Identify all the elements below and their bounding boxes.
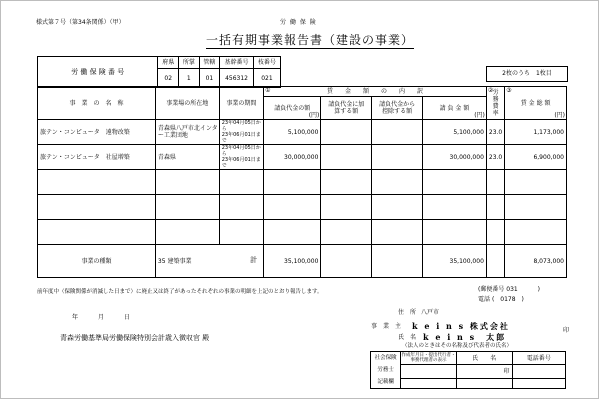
col-contract-total <box>423 97 487 120</box>
phone-value: ( 0178 ) <box>491 296 524 303</box>
company-name: k e i n s 株式会社 <box>412 321 510 331</box>
summary-wage: 8,073,000 <box>505 245 567 278</box>
circle-three: ③ <box>506 87 512 94</box>
form-title: 一括有期事業報告書（建設の事業） <box>206 33 415 47</box>
phone-line <box>478 296 524 303</box>
type-value: 35 建築事業 <box>157 257 192 265</box>
row-total: 30,000,000 <box>423 145 487 170</box>
form-number: 様式第７号（第34条関係）（甲） <box>36 19 125 26</box>
value-branch-number: 021 <box>253 69 280 88</box>
unit-yen-total: (円) <box>474 112 485 119</box>
col-contract <box>264 97 321 120</box>
table-row-empty <box>38 195 567 220</box>
row-ratio: 23.0 <box>486 120 504 145</box>
postal-label: (郵便番号 <box>478 286 505 293</box>
contract-header: 請負代金の額 <box>274 104 311 112</box>
header-branch-number: 枝番号 <box>253 57 280 69</box>
col-minus <box>372 97 423 120</box>
address-label: 住 所 <box>398 309 417 316</box>
agent-seal: 印 <box>503 368 510 375</box>
table-row-empty <box>38 170 567 195</box>
col-project-name <box>38 87 156 120</box>
col-plus <box>321 97 372 120</box>
labor-ratio-header: 労務費率 <box>492 89 499 117</box>
unit-yen-contract: (円) <box>308 112 320 119</box>
col-labor-ratio <box>486 87 504 120</box>
plus-header: 請負代金に加算する額 <box>328 101 365 115</box>
wage-total-header: 賃 金 総 額 <box>520 99 551 107</box>
row-period-from: 23年04月05日から <box>221 120 261 132</box>
type-value-cell <box>155 245 263 278</box>
value-prefecture: 02 <box>158 69 179 88</box>
agent-header-1: 作成年月日・提出代行者・事務代理者の表示 <box>401 353 456 363</box>
row-ratio: 23.0 <box>486 145 504 170</box>
date-year: 年 <box>72 314 79 321</box>
row-period <box>219 120 263 145</box>
header-office: 管轄 <box>199 57 220 69</box>
agent-cell-extra3 <box>512 379 566 389</box>
table-row-empty <box>38 220 567 245</box>
agent-side-label <box>371 352 401 389</box>
corporate-note: （法人のときはその名称及び代表者の氏名） <box>402 343 513 349</box>
circle-two: ② <box>487 87 494 94</box>
date-month: 月 <box>97 314 104 321</box>
summary-row <box>38 245 567 278</box>
seal-mark: 印 <box>563 327 570 334</box>
period-header: 事業の期間 <box>226 99 257 107</box>
sheet-count-box <box>486 66 568 82</box>
main-table <box>37 86 567 278</box>
agent-cell-date <box>401 365 457 379</box>
contract-total-header: 請 負 金 額 <box>439 104 470 112</box>
minus-header: 請負代金から控除する額 <box>379 101 416 115</box>
agent-side-label-3: 記載欄 <box>377 379 394 385</box>
value-office: 01 <box>199 69 220 88</box>
row-project-name: 旅テン・コンピュータ 社屋増築 <box>38 145 156 170</box>
postal-line <box>478 286 540 293</box>
row-wage: 1,173,000 <box>505 120 567 145</box>
owner-name: k e i n s 太郎 <box>423 332 507 342</box>
row-minus <box>372 120 423 145</box>
value-base-number: 456312 <box>220 69 254 88</box>
row-project-name: 旅テン・コンピュータ 遠物改築 <box>38 120 156 145</box>
value-jurisdiction: 1 <box>179 69 200 88</box>
row-contract: 5,100,000 <box>264 120 321 145</box>
phone-label: 電話 <box>478 296 491 303</box>
agent-table <box>370 351 566 389</box>
agent-header-2: 氏 名 <box>456 352 512 365</box>
agent-cell-phone <box>512 365 566 379</box>
address-value: 八戸市 <box>420 309 439 316</box>
row-period <box>219 145 263 170</box>
row-plus <box>321 145 372 170</box>
insurance-number-label: 労 働 保 険 番 号 <box>38 57 158 88</box>
summary-total: 35,100,000 <box>423 245 487 278</box>
owner-label: 事 業 主 <box>371 323 402 330</box>
col-location <box>155 87 219 120</box>
row-wage: 6,900,000 <box>505 145 567 170</box>
agent-cell-name <box>456 365 512 379</box>
header-jurisdiction: 所掌 <box>179 57 200 69</box>
row-plus <box>321 120 372 145</box>
agent-cell-extra2 <box>456 379 512 389</box>
date-line <box>72 314 130 321</box>
insurance-number-table <box>37 56 281 88</box>
date-day: 日 <box>123 314 130 321</box>
circle-one: ① <box>265 87 271 94</box>
wage-breakdown-header: 賃 金 額 の 内 訳 <box>326 88 423 95</box>
row-total: 5,100,000 <box>423 120 487 145</box>
table-row <box>38 145 567 170</box>
header-base-number: 基幹番号 <box>220 57 254 69</box>
agent-cell-extra1 <box>401 379 457 389</box>
agent-side-label-2: 労務士 <box>377 367 394 373</box>
type-label: 事業の種類 <box>38 245 156 278</box>
project-name-header: 事 業 の 名 称 <box>69 99 124 107</box>
address-line <box>398 309 439 316</box>
addressee: 青森労働基準局労働保険特別会計歳入徴収官 殿 <box>60 334 210 342</box>
col-period <box>219 87 263 120</box>
form-category: 労 働 保 険 <box>280 19 317 26</box>
name-label: 氏 名 <box>398 334 417 341</box>
row-period-from: 23年04月05日から <box>221 145 261 157</box>
table-row <box>38 120 567 145</box>
row-location: 青森県 <box>155 145 219 170</box>
location-header: 事業場の所在地 <box>166 99 209 107</box>
header-prefecture: 府県 <box>158 57 179 69</box>
row-period-to: 23年06月01日まで <box>221 132 261 144</box>
row-contract: 30,000,000 <box>264 145 321 170</box>
sheet-count: 2枚のうち 1枚目 <box>502 70 552 77</box>
row-location: 青森県八戸市北インター工業団地 <box>155 120 219 145</box>
row-period-to: 23年06月01日まで <box>221 157 261 169</box>
declaration-text: 前年度中（保険関係が消滅した日まで）に廃止又は終了があったそれぞれの事業の明細を上記のとおり報告します。 <box>37 289 323 295</box>
agent-header-3: 電話番号 <box>512 352 566 365</box>
postal-code: 031 <box>506 286 518 293</box>
unit-yen-wage: (円) <box>554 112 565 119</box>
row-minus <box>372 145 423 170</box>
summary-contract: 35,100,000 <box>264 245 321 278</box>
wage-breakdown-header-cell <box>264 87 487 97</box>
postal-close: ) <box>537 286 540 293</box>
total-label: 計 <box>250 256 258 264</box>
col-wage-total <box>505 87 567 120</box>
agent-side-label-1: 社会保険 <box>374 355 397 361</box>
